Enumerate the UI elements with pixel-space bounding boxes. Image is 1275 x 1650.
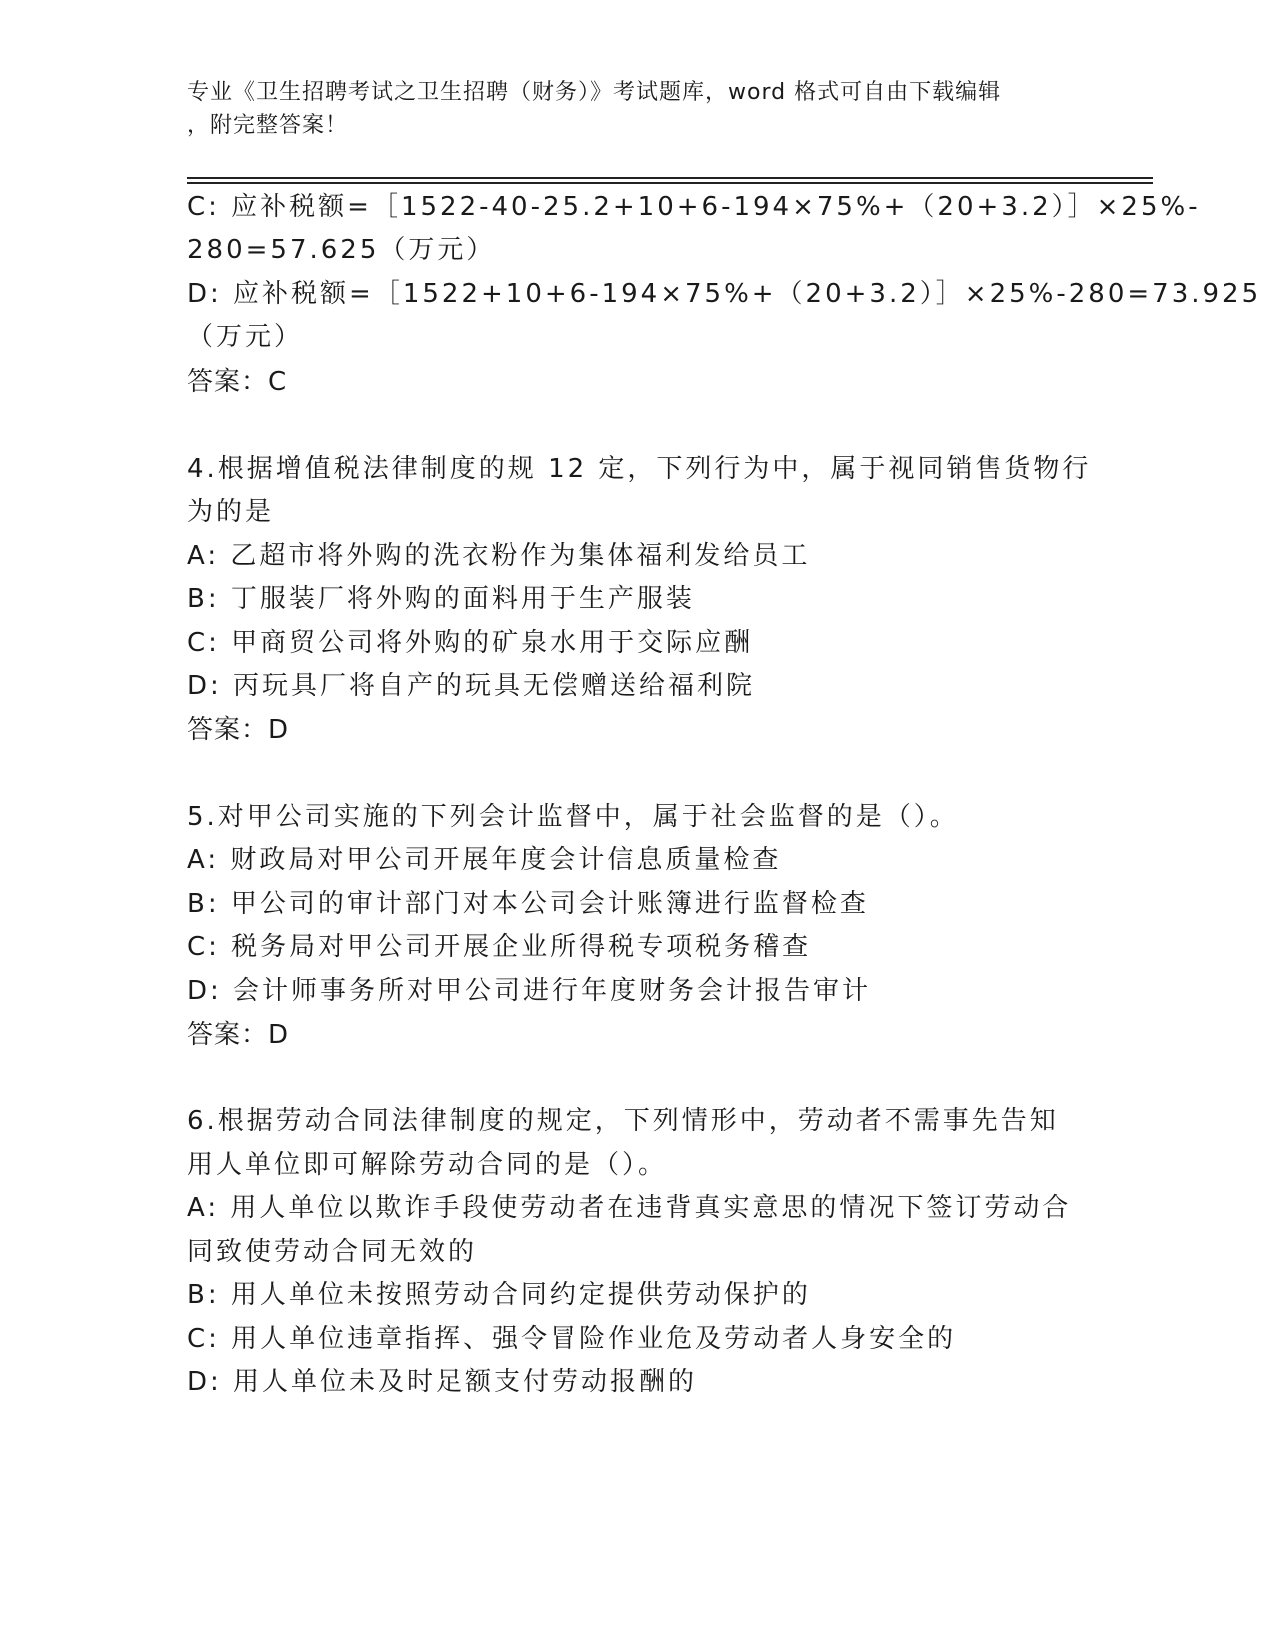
header-divider-thick <box>187 177 1153 179</box>
q5-option-b: B: 甲公司的审计部门对本公司会计账簿进行监督检查 <box>187 889 869 919</box>
q5-option-c: C: 税务局对甲公司开展企业所得税专项税务稽查 <box>187 932 812 962</box>
header-title-line-continued: ，附完整答案！ <box>187 113 349 138</box>
q4-option-a: A: 乙超市将外购的洗衣粉作为集体福利发给员工 <box>187 541 811 571</box>
q3-option-d-continued: （万元） <box>187 322 304 352</box>
q5-option-a: A: 财政局对甲公司开展年度会计信息质量检查 <box>187 845 782 875</box>
q4-option-b: B: 丁服装厂将外购的面料用于生产服装 <box>187 584 695 614</box>
q3-answer: 答案：C <box>187 367 288 397</box>
q6-option-b: B: 用人单位未按照劳动合同约定提供劳动保护的 <box>187 1280 811 1310</box>
q5-stem: 5.对甲公司实施的下列会计监督中，属于社会监督的是（）。 <box>187 802 959 832</box>
q4-stem-continued: 为的是 <box>187 497 275 527</box>
q6-option-d: D: 用人单位未及时足额支付劳动报酬的 <box>187 1367 698 1397</box>
q4-answer: 答案：D <box>187 715 290 745</box>
q4-option-c: C: 甲商贸公司将外购的矿泉水用于交际应酬 <box>187 628 754 658</box>
q5-answer: 答案：D <box>187 1020 290 1050</box>
q6-option-a: A: 用人单位以欺诈手段使劳动者在违背真实意思的情况下签订劳动合 <box>187 1193 1072 1223</box>
q4-stem: 4.根据增值税法律制度的规 12 定，下列行为中，属于视同销售货物行 <box>187 454 1092 484</box>
q3-option-d: D: 应补税额=［1522+10+6-194×75%+（20+3.2）］×25%-280=73.925 <box>187 279 1262 309</box>
q4-option-d: D: 丙玩具厂将自产的玩具无偿赠送给福利院 <box>187 671 756 701</box>
header-divider-thin <box>187 182 1153 184</box>
q3-option-c-continued: 280=57.625（万元） <box>187 235 496 265</box>
q6-stem: 6.根据劳动合同法律制度的规定，下列情形中，劳动者不需事先告知 <box>187 1106 1059 1136</box>
page-header <box>187 76 1087 142</box>
q5-option-d: D: 会计师事务所对甲公司进行年度财务会计报告审计 <box>187 976 872 1006</box>
q3-option-c: C: 应补税额=［1522-40-25.2+10+6-194×75%+（20+3.2）］×25%- <box>187 192 1201 222</box>
header-title-line: 专业《卫生招聘考试之卫生招聘（财务）》考试题库，word 格式可自由下载编辑 <box>187 80 1002 105</box>
q6-option-c: C: 用人单位违章指挥、强令冒险作业危及劳动者人身安全的 <box>187 1324 957 1354</box>
q6-stem-continued: 用人单位即可解除劳动合同的是（）。 <box>187 1150 668 1180</box>
q6-option-a-continued: 同致使劳动合同无效的 <box>187 1237 478 1267</box>
